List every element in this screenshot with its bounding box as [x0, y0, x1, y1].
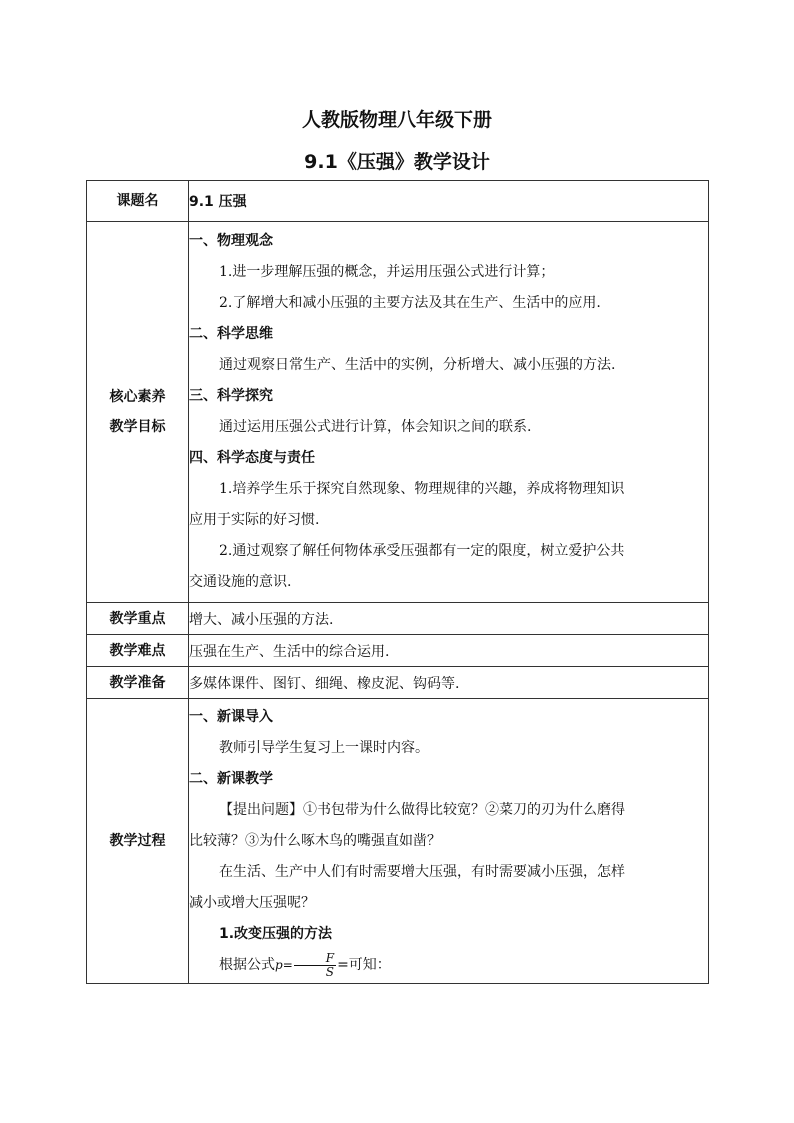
formula-suffix: =可知： — [337, 957, 391, 973]
preparation-label: 教学准备 — [87, 667, 189, 699]
formula-prefix: 根据公式 — [219, 957, 275, 973]
content-line: 比较薄？③为什么啄木鸟的嘴强直如凿？ — [189, 833, 441, 849]
goals-label — [87, 222, 189, 603]
content-line: 通过运用压强公式进行计算，体会知识之间的联系. — [219, 419, 532, 435]
formula-variable: p — [275, 958, 283, 972]
content-line: 减小或增大压强呢？ — [189, 895, 315, 911]
preparation-value: 多媒体课件、图钉、细绳、橡皮泥、钩码等. — [189, 667, 709, 699]
section-heading: 一、物理观念 — [189, 233, 273, 249]
content-line: 1.进一步理解压强的概念，并运用压强公式进行计算； — [219, 264, 555, 280]
content-line: 应用于实际的好习惯. — [189, 512, 320, 528]
goals-label-line2: 教学目标 — [109, 419, 166, 435]
difficulty-value: 压强在生产、生活中的综合运用. — [189, 635, 709, 667]
formula-line — [189, 950, 708, 983]
process-content — [189, 699, 709, 984]
process-label: 教学过程 — [87, 699, 189, 984]
key-point-value: 增大、减小压强的方法. — [189, 603, 709, 635]
content-line: 在生活、生产中人们有时需要增大压强，有时需要减小压强，怎样 — [219, 864, 625, 880]
topic-label: 课题名 — [87, 181, 189, 222]
table-row-process — [87, 699, 709, 984]
table-row-preparation — [87, 667, 709, 699]
section-heading: 三、科学探究 — [189, 388, 273, 404]
section-heading: 一、新课导入 — [189, 709, 273, 725]
process-lines — [189, 702, 708, 950]
table-row-goals — [87, 222, 709, 603]
table-row-difficulty — [87, 635, 709, 667]
section-heading: 二、新课教学 — [189, 771, 273, 787]
key-point-label: 教学重点 — [87, 603, 189, 635]
formula-equals: = — [282, 958, 293, 972]
section-heading: 二、科学思维 — [189, 326, 273, 342]
goals-label-line1: 核心素养 — [109, 389, 166, 405]
topic-value: 9.1 压强 — [189, 194, 247, 210]
section-heading: 1.改变压强的方法 — [219, 926, 333, 942]
formula-numerator: F — [294, 952, 336, 966]
document-subtitle: 9.1《压强》教学设计 — [304, 151, 490, 173]
content-line: 1.培养学生乐于探究自然现象、物理规律的兴趣，养成将物理知识 — [219, 481, 625, 497]
content-line: 【提出问题】①书包带为什么做得比较宽？②菜刀的刃为什么磨得 — [219, 802, 625, 818]
section-heading: 四、科学态度与责任 — [189, 450, 315, 466]
content-line: 2.了解增大和减小压强的主要方法及其在生产、生活中的应用. — [219, 295, 601, 311]
formula-fraction — [294, 952, 336, 979]
content-line: 交通设施的意识. — [189, 574, 292, 590]
content-line: 教师引导学生复习上一课时内容。 — [219, 740, 429, 756]
difficulty-label: 教学难点 — [87, 635, 189, 667]
content-line: 通过观察日常生产、生活中的实例，分析增大、减小压强的方法. — [219, 357, 616, 373]
table-row-key-point — [87, 603, 709, 635]
goals-content — [189, 222, 709, 603]
table-row-topic — [87, 181, 709, 222]
lesson-plan-table — [86, 180, 709, 984]
formula-denominator: S — [325, 964, 335, 979]
content-line: 2.通过观察了解任何物体承受压强都有一定的限度，树立爱护公共 — [219, 543, 625, 559]
document-title: 人教版物理八年级下册 — [301, 109, 492, 131]
